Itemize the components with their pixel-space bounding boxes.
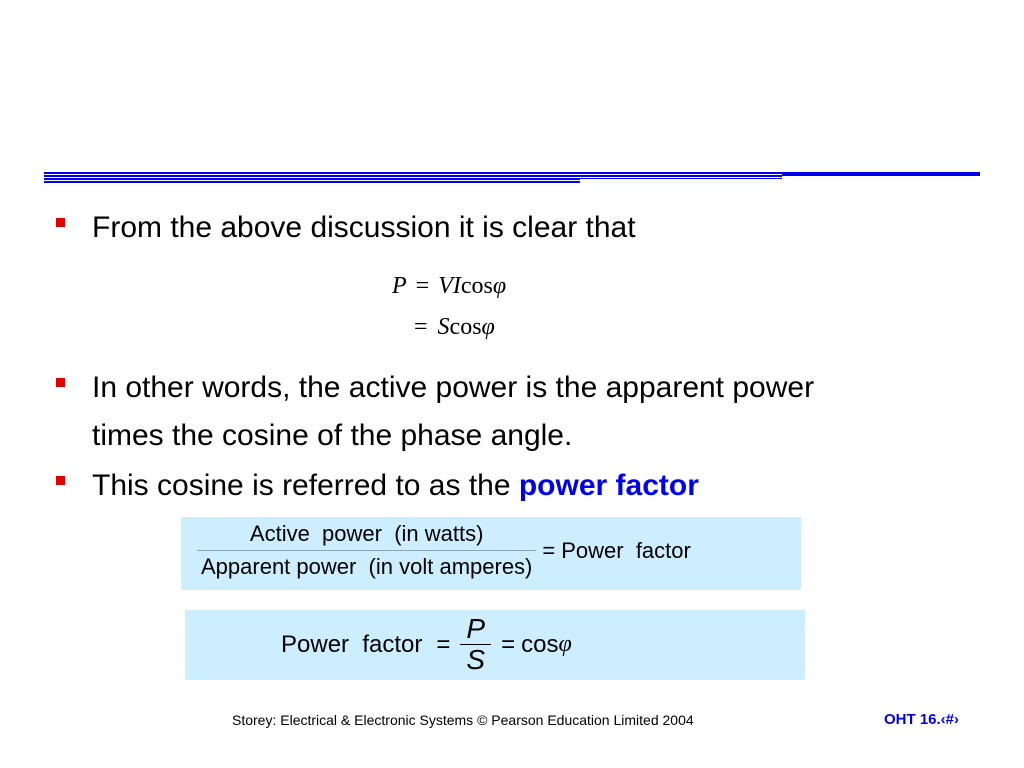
bullet-3 xyxy=(56,462,699,510)
slide-number: OHT 16.‹#› xyxy=(884,711,960,728)
eq2-denominator: Apparent power (in volt amperes) xyxy=(201,554,533,579)
eq2-rhs: Power factor xyxy=(561,537,691,563)
footer-credit: Storey: Electrical & Electronic Systems © Pearson Education Limited 2004 xyxy=(232,712,694,728)
bullet-3-text xyxy=(92,462,699,510)
eq2-equals: = xyxy=(542,537,556,563)
header-rule-medium xyxy=(580,172,782,179)
bullet-2-text: In other words, the active power is the apparent power times the cosine of the phase angle. xyxy=(92,371,815,452)
bullet-1 xyxy=(56,204,636,252)
eq3-lhs: Power factor xyxy=(281,630,423,658)
header-rule-thin xyxy=(782,172,980,176)
equation-2 xyxy=(197,521,691,580)
eq1-phi: φ xyxy=(492,273,507,299)
bullet-square-icon xyxy=(56,476,65,485)
eq3-equals-2: = xyxy=(501,630,516,658)
bullet-3-lead: This cosine is referred to as the xyxy=(92,469,519,502)
bullet-square-icon xyxy=(56,378,65,387)
eq1-cos: cos xyxy=(460,273,493,299)
bullet-2 xyxy=(56,364,896,460)
eq2-fraction xyxy=(197,521,536,580)
equation-3 xyxy=(281,614,572,675)
equation-3-box xyxy=(185,610,805,680)
equation-1-line-1 xyxy=(392,266,506,306)
bullet-1-text: From the above discussion it is clear that xyxy=(92,211,636,244)
eq3-numerator: P xyxy=(466,613,486,644)
power-factor-highlight: power factor xyxy=(518,469,699,502)
eq3-denominator: S xyxy=(466,644,486,675)
eq1-vi: VI xyxy=(438,273,461,299)
bullet-square-icon xyxy=(56,218,65,227)
eq1-line2-equals: = xyxy=(414,314,428,340)
eq1-s: S xyxy=(437,314,450,340)
eq1-line2-cos: cos xyxy=(449,314,482,340)
eq1-p: P xyxy=(392,273,407,299)
eq3-fraction xyxy=(460,614,491,675)
eq2-numerator: Active power (in watts) xyxy=(249,521,484,546)
eq3-equals-1: = xyxy=(436,630,451,658)
equation-2-box xyxy=(181,517,801,590)
eq3-phi: φ xyxy=(558,631,572,657)
header-rule-thick xyxy=(44,172,580,183)
eq3-cos: cos xyxy=(521,630,559,658)
eq1-line2-phi: φ xyxy=(481,314,495,340)
eq1-equals: = xyxy=(415,273,430,299)
equation-1-line-2 xyxy=(414,307,495,347)
